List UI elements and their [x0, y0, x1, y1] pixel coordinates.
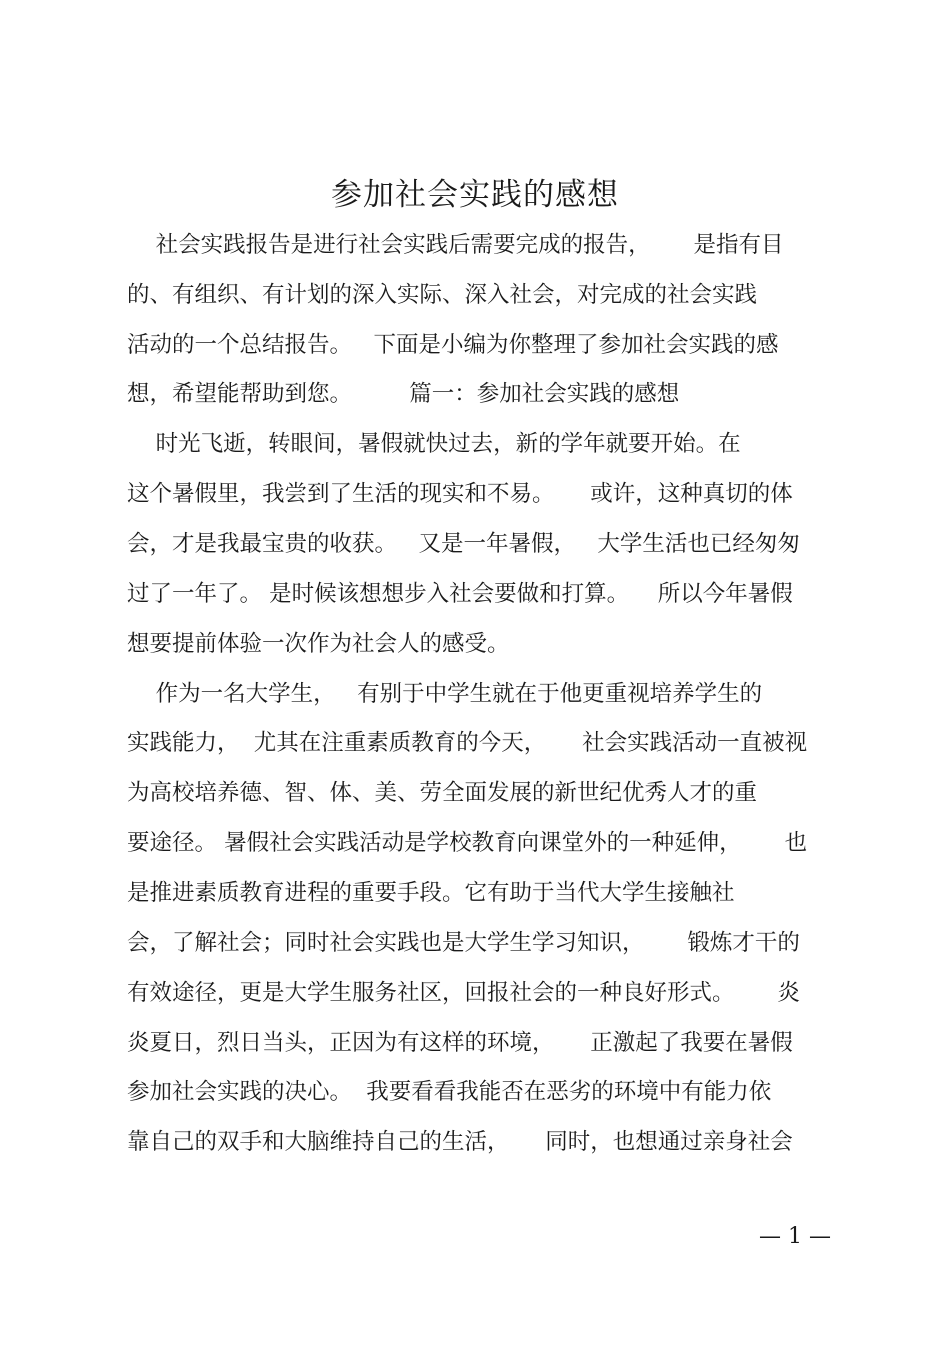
- body-line: 这个暑假里，我尝到了生活的现实和不易。 或许，这种真切的体: [127, 481, 793, 507]
- body-line: 想要提前体验一次作为社会人的感受。: [127, 631, 510, 657]
- body-line: 社会实践报告是进行社会实践后需要完成的报告， 是指有目: [127, 232, 784, 258]
- body-line: 活动的一个总结报告。 下面是小编为你整理了参加社会实践的感: [127, 332, 779, 358]
- body-line: 为高校培养德、智、体、美、劳全面发展的新世纪优秀人才的重: [127, 780, 758, 806]
- body-line: 实践能力， 尤其在注重素质教育的今天， 社会实践活动一直被视: [127, 730, 808, 756]
- body-line: 是推进素质教育进程的重要手段。它有助于当代大学生接触社: [127, 880, 735, 906]
- body-line: 参加社会实践的决心。 我要看看我能否在恶劣的环境中有能力依: [127, 1079, 772, 1105]
- body-line: 要途径。 暑假社会实践活动是学校教育向课堂外的一种延伸， 也: [127, 830, 808, 856]
- body-line: 的、有组织、有计划的深入实际、深入社会，对完成的社会实践: [127, 282, 758, 308]
- body-line: 炎夏日，烈日当头，正因为有这样的环境， 正激起了我要在暑假: [127, 1030, 793, 1056]
- body-line: 靠自己的双手和大脑维持自己的生活， 同时，也想通过亲身社会: [127, 1129, 793, 1155]
- body-line: 作为一名大学生， 有别于中学生就在于他更重视培养学生的: [127, 681, 763, 707]
- page-number: — 1 —: [759, 1224, 831, 1249]
- body-line: 过了一年了。 是时候该想想步入社会要做和打算。 所以今年暑假: [127, 581, 793, 607]
- body-line: 会，才是我最宝贵的收获。 又是一年暑假， 大学生活也已经匆匆: [127, 531, 800, 557]
- body-line: 会，了解社会；同时社会实践也是大学生学习知识， 锻炼才干的: [127, 930, 800, 956]
- body-line: 有效途径，更是大学生服务社区，回报社会的一种良好形式。 炎: [127, 980, 800, 1006]
- body-line: 时光飞逝，转眼间，暑假就快过去，新的学年就要开始。在: [127, 431, 741, 457]
- body-line: 想，希望能帮助到您。 篇一：参加社会实践的感想: [127, 381, 680, 407]
- document-title: 参加社会实践的感想: [331, 177, 619, 213]
